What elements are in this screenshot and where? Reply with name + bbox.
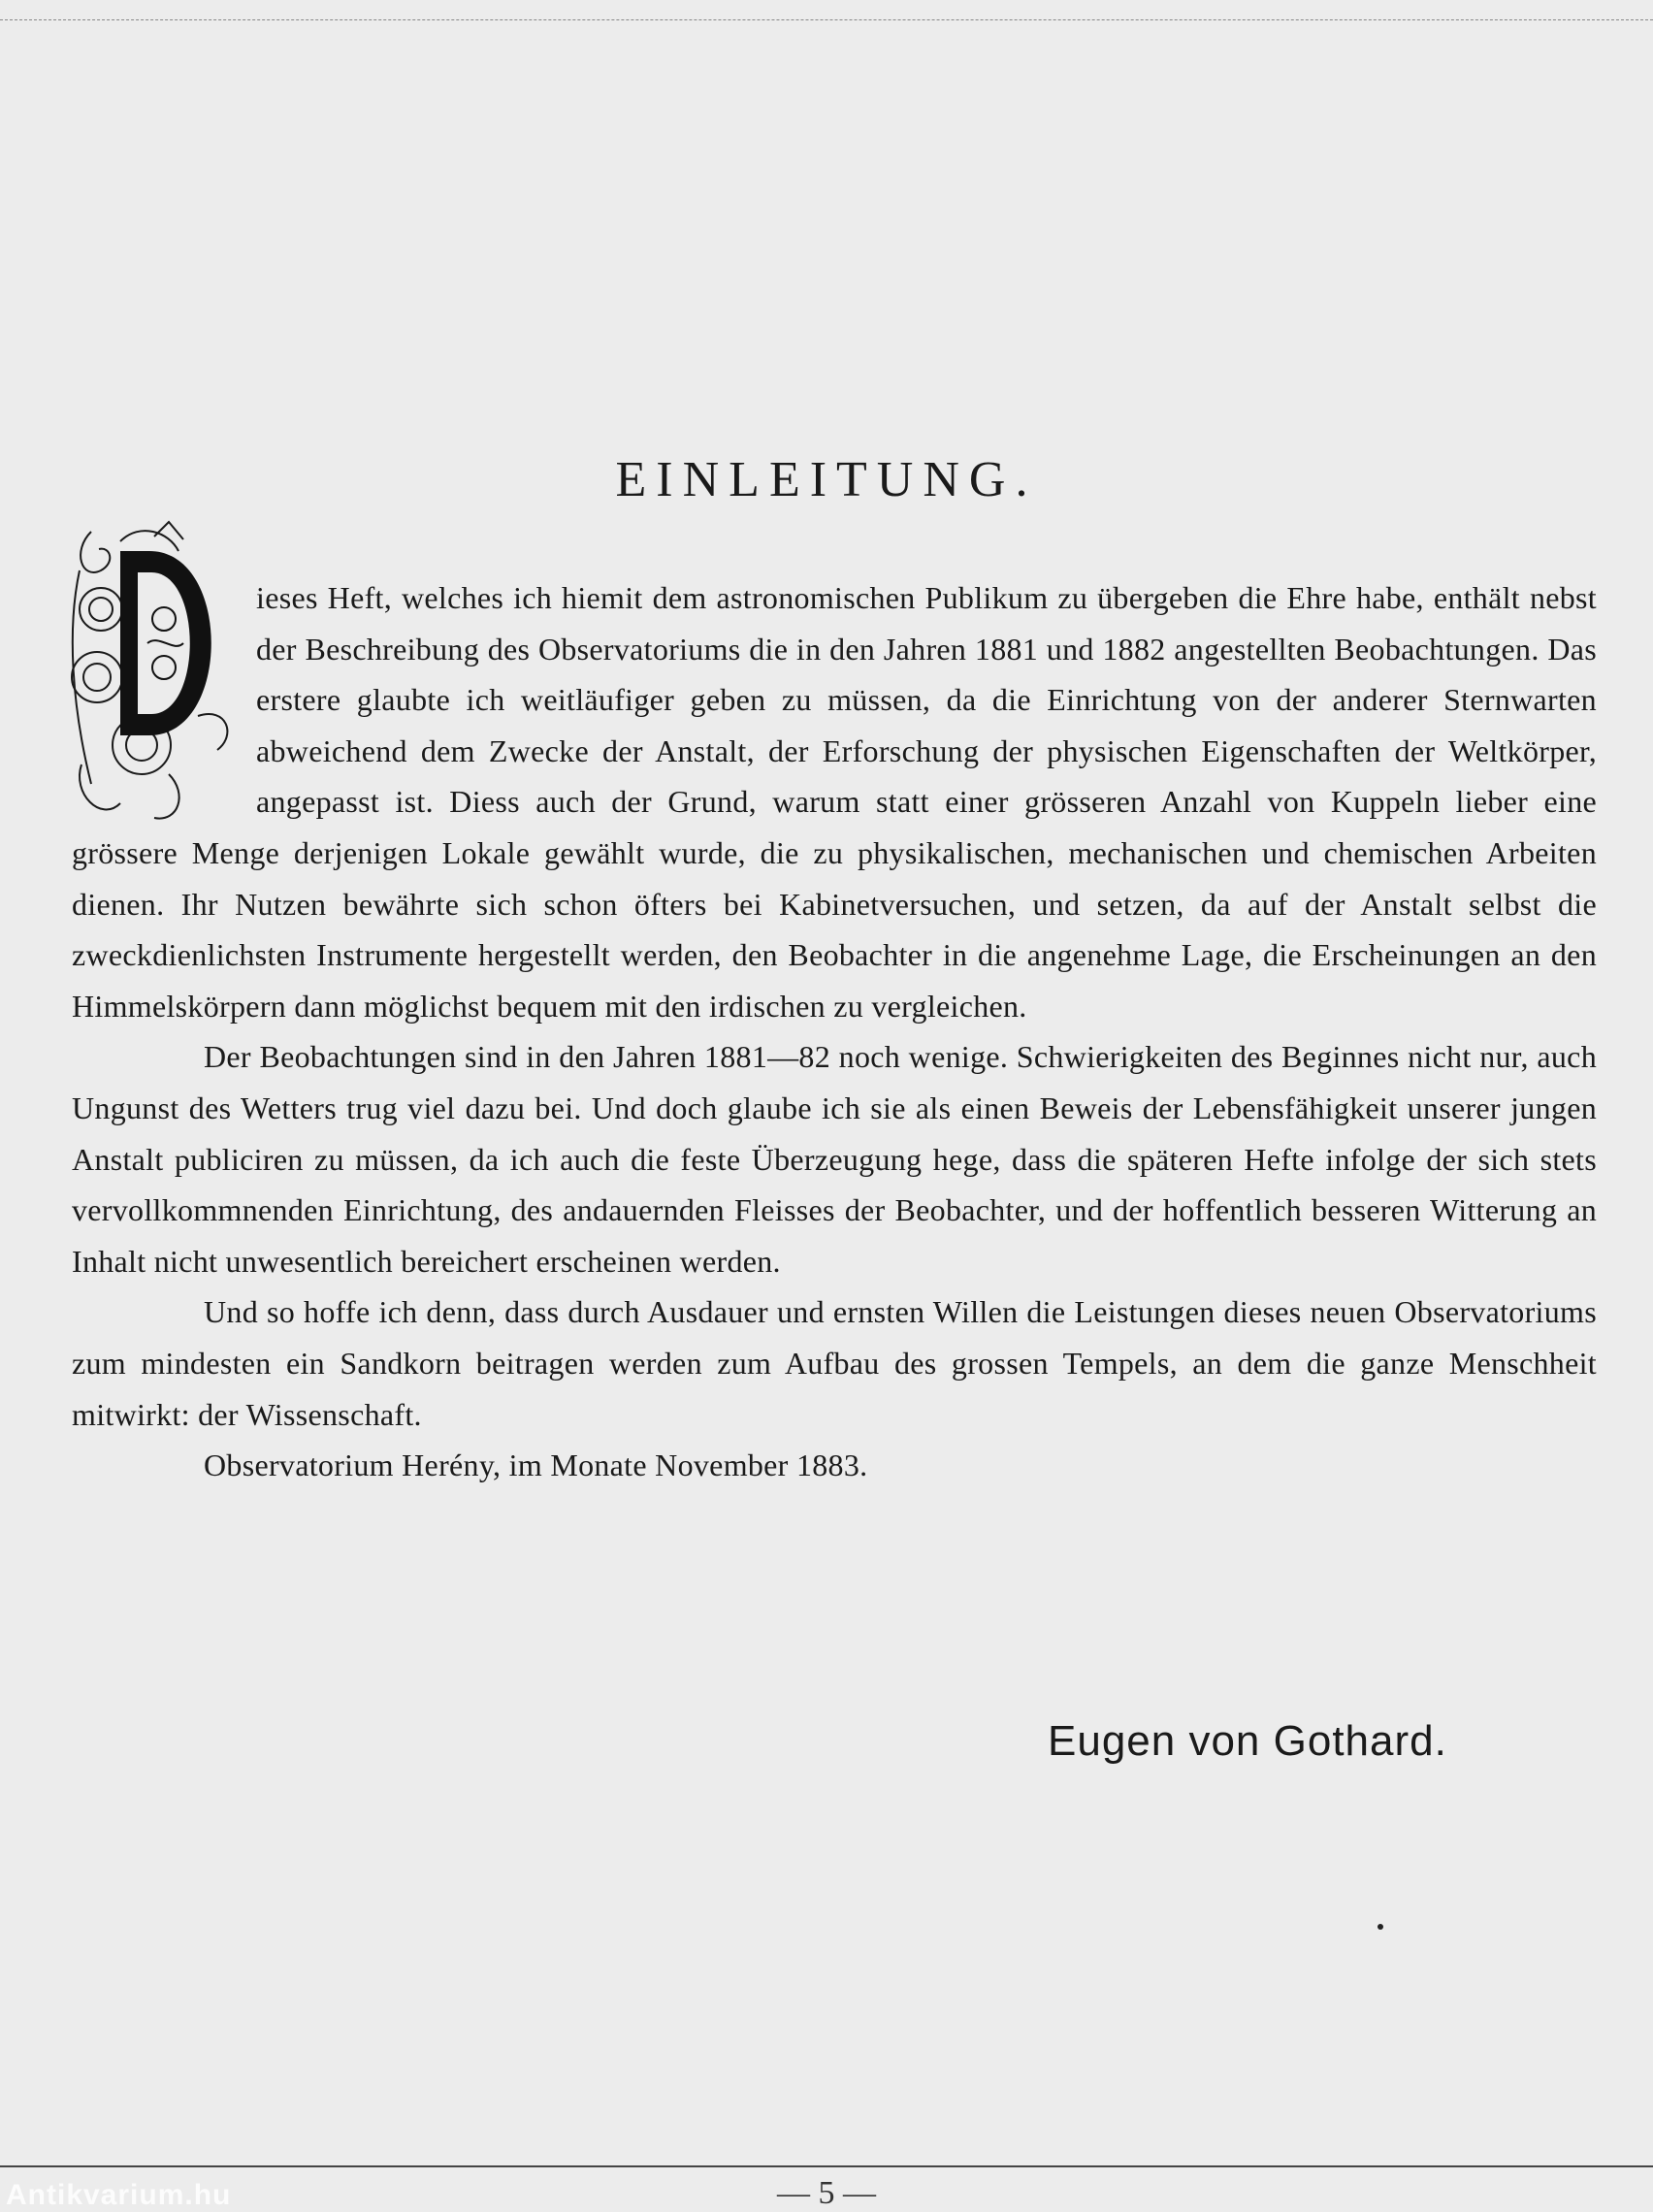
top-rule bbox=[0, 19, 1653, 20]
page-title: EINLEITUNG. bbox=[615, 451, 1038, 507]
paragraph-2: Der Beobachtungen sind in den Jahren 1881—82 noch wenige. Schwierigkeiten des Beginnes nicht nur, auch Ungunst des Wetters trug viel dazu bei. Und doch glaube ich sie als einen Beweis der Lebensfähigkeit unserer jungen Anstalt publiciren zu müssen, da ich auch die feste Überzeugung hege, dass die späteren Hefte infolge der sich stets vervollkommnenden Einrichtung, des andauernden Fleisses der Beobachter, und der hoffentlich besseren Witterung an Inhalt nicht unwesentlich bereichert erscheinen werden. bbox=[72, 1039, 1597, 1279]
paragraph-3: Und so hoffe ich denn, dass durch Ausdauer und ernsten Willen die Leistungen dieses neuen Observatoriums zum mindesten ein Sandkorn beitragen werden zum Aufbau des grossen Tempels, an dem die ganze Menschheit mitwirkt: der Wissenschaft. bbox=[72, 1294, 1597, 1432]
body-text bbox=[72, 572, 1597, 1491]
watermark: Antikvarium.hu bbox=[6, 2179, 232, 2211]
bottom-rule bbox=[0, 2165, 1653, 2167]
page-number: — 5 — bbox=[777, 2175, 876, 2211]
ink-dot bbox=[1378, 1924, 1383, 1930]
place-date: Observatorium Herény, im Monate November 1883. bbox=[204, 1448, 868, 1483]
signature: Eugen von Gothard. bbox=[1048, 1717, 1447, 1765]
paragraph-1: ieses Heft, welches ich hiemit dem astronomischen Publikum zu übergeben die Ehre habe, enthält nebst der Beschreibung des Observatoriums die in den Jahren 1881 und 1882 angestellten Beobachtungen. Das erstere glaubte ich weitläufiger geben zu müssen, da die Einrichtung von der anderer Sternwarten abweichend dem Zwecke der Anstalt, der Erforschung der physischen Eigenschaften der Weltkörper, angepasst ist. Diess auch der Grund, warum statt einer grösseren Anzahl von Kuppeln lieber eine grössere Menge derjenigen Lokale gewählt wurde, die zu physikalischen, mechanischen und chemischen Arbeiten dienen. Ihr Nutzen bewährte sich schon öfters bei Kabinetversuchen, und setzen, da auf der Anstalt selbst die zweckdienlichsten Instrumente hergestellt werden, den Beobachter in die angenehme Lage, die Erscheinungen an den Himmelskörpern dann möglichst bequem mit den irdischen zu vergleichen. bbox=[72, 580, 1597, 1024]
